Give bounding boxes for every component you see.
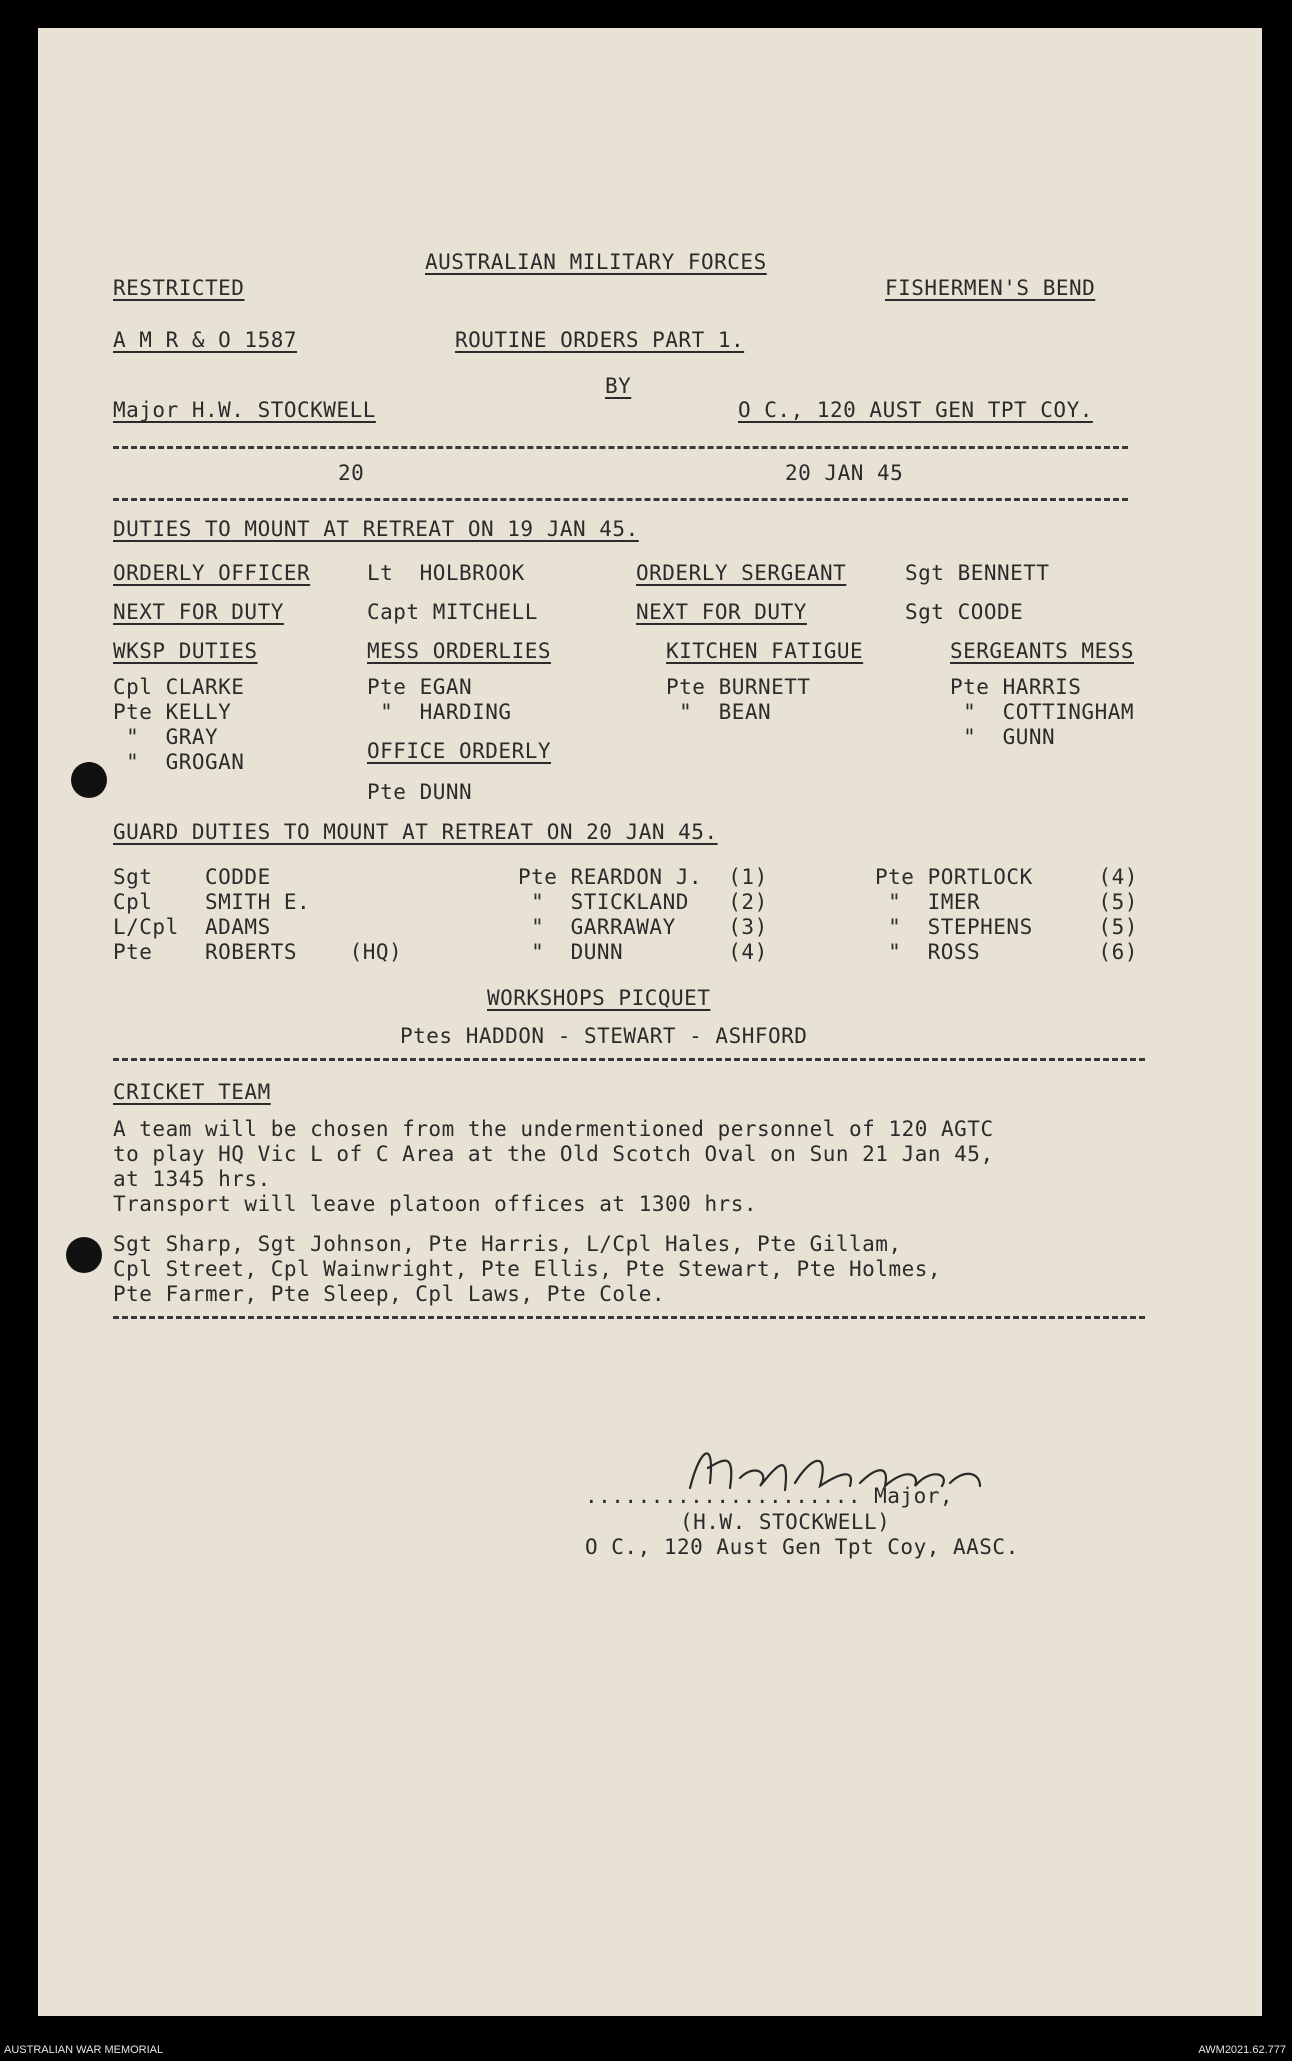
order-reference: A M R & O 1587: [113, 328, 298, 352]
guard-entry: " STEPHENS (5): [875, 915, 1138, 939]
guard-entry: " ROSS (6): [875, 940, 1138, 964]
guard-heading: GUARD DUTIES TO MOUNT AT RETREAT ON 20 JAN 45.: [113, 820, 718, 844]
next-officer-label: NEXT FOR DUTY: [113, 600, 284, 624]
issuing-unit: O C., 120 AUST GEN TPT COY.: [738, 398, 1093, 422]
by-label: BY: [605, 374, 632, 398]
orderly-officer: Lt HOLBROOK: [367, 561, 525, 585]
location: FISHERMEN'S BEND: [885, 276, 1096, 300]
wksp-duties-label: WKSP DUTIES: [113, 639, 258, 663]
wksp-name: Cpl CLARKE: [113, 675, 245, 699]
guard-entry: Pte REARDON J. (1): [518, 865, 768, 889]
sgts-mess-name: " COTTINGHAM: [950, 700, 1135, 724]
orderly-officer-label: ORDERLY OFFICER: [113, 561, 311, 585]
archive-credit: AUSTRALIAN WAR MEMORIAL: [4, 2044, 164, 2056]
cricket-para-line: at 1345 hrs.: [113, 1167, 271, 1191]
next-sergeant-label: NEXT FOR DUTY: [636, 600, 807, 624]
punch-hole-top: [71, 762, 107, 798]
guard-entry: " IMER (5): [875, 890, 1138, 914]
guard-entry: Pte PORTLOCK (4): [875, 865, 1138, 889]
guard-entry: Pte ROBERTS (HQ): [113, 940, 403, 964]
guard-entry: " STICKLAND (2): [518, 890, 768, 914]
orderly-sergeant: Sgt BENNETT: [905, 561, 1050, 585]
cricket-para-line: to play HQ Vic L of C Area at the Old Scotch Oval on Sun 21 Jan 45,: [113, 1142, 994, 1166]
document-title: AUSTRALIAN MILITARY FORCES: [425, 250, 767, 274]
next-officer: Capt MITCHELL: [367, 600, 538, 624]
cricket-names-line: Pte Farmer, Pte Sleep, Cpl Laws, Pte Cole.: [113, 1282, 666, 1306]
signatory-title: O C., 120 Aust Gen Tpt Coy, AASC.: [585, 1535, 1019, 1559]
cricket-heading: CRICKET TEAM: [113, 1080, 271, 1104]
orderly-sergeant-label: ORDERLY SERGEANT: [636, 561, 847, 585]
office-orderly-label: OFFICE ORDERLY: [367, 739, 552, 763]
order-date: 20 JAN 45: [785, 461, 904, 485]
guard-entry: Cpl SMITH E.: [113, 890, 311, 914]
cricket-names-line: Cpl Street, Cpl Wainwright, Pte Ellis, Pte Stewart, Pte Holmes,: [113, 1257, 942, 1281]
punch-hole-bottom: [66, 1237, 102, 1273]
picquet-names: Ptes HADDON - STEWART - ASHFORD: [400, 1024, 808, 1048]
picquet-heading: WORKSHOPS PICQUET: [487, 986, 711, 1010]
guard-entry: L/Cpl ADAMS: [113, 915, 271, 939]
kitchen-fatigue-label: KITCHEN FATIGUE: [666, 639, 864, 663]
signature-dots: ..................... Major,: [585, 1484, 954, 1508]
divider-2: [113, 498, 1128, 501]
cricket-names-line: Sgt Sharp, Sgt Johnson, Pte Harris, L/Cpl Hales, Pte Gillam,: [113, 1232, 902, 1256]
duties-heading: DUTIES TO MOUNT AT RETREAT ON 19 JAN 45.: [113, 517, 639, 541]
guard-entry: Sgt CODDE: [113, 865, 271, 889]
cricket-para-line: Transport will leave platoon offices at 1300 hrs.: [113, 1192, 758, 1216]
issuing-officer: Major H.W. STOCKWELL: [113, 398, 376, 422]
divider-3: [113, 1058, 1145, 1061]
kitchen-name: " BEAN: [666, 700, 772, 724]
sgts-mess-name: Pte HARRIS: [950, 675, 1082, 699]
classification: RESTRICTED: [113, 276, 245, 300]
wksp-name: " GRAY: [113, 725, 219, 749]
sgts-mess-name: " GUNN: [950, 725, 1056, 749]
wksp-name: Pte KELLY: [113, 700, 232, 724]
mess-name: " HARDING: [367, 700, 512, 724]
signatory-name: (H.W. STOCKWELL): [680, 1510, 891, 1534]
wksp-name: " GROGAN: [113, 750, 245, 774]
next-sergeant: Sgt COODE: [905, 600, 1024, 624]
office-orderly: Pte DUNN: [367, 780, 473, 804]
kitchen-name: Pte BURNETT: [666, 675, 811, 699]
divider-4: [113, 1316, 1145, 1319]
document-page: [38, 28, 1262, 2016]
order-number: 20: [338, 461, 365, 485]
orders-title: ROUTINE ORDERS PART 1.: [455, 328, 745, 352]
guard-entry: " GARRAWAY (3): [518, 915, 768, 939]
cricket-para-line: A team will be chosen from the undermentioned personnel of 120 AGTC: [113, 1117, 994, 1141]
sergeants-mess-label: SERGEANTS MESS: [950, 639, 1135, 663]
archive-id: AWM2021.62.777: [1198, 2044, 1286, 2056]
divider-1: [113, 446, 1128, 449]
mess-orderlies-label: MESS ORDERLIES: [367, 639, 552, 663]
mess-name: Pte EGAN: [367, 675, 473, 699]
guard-entry: " DUNN (4): [518, 940, 768, 964]
